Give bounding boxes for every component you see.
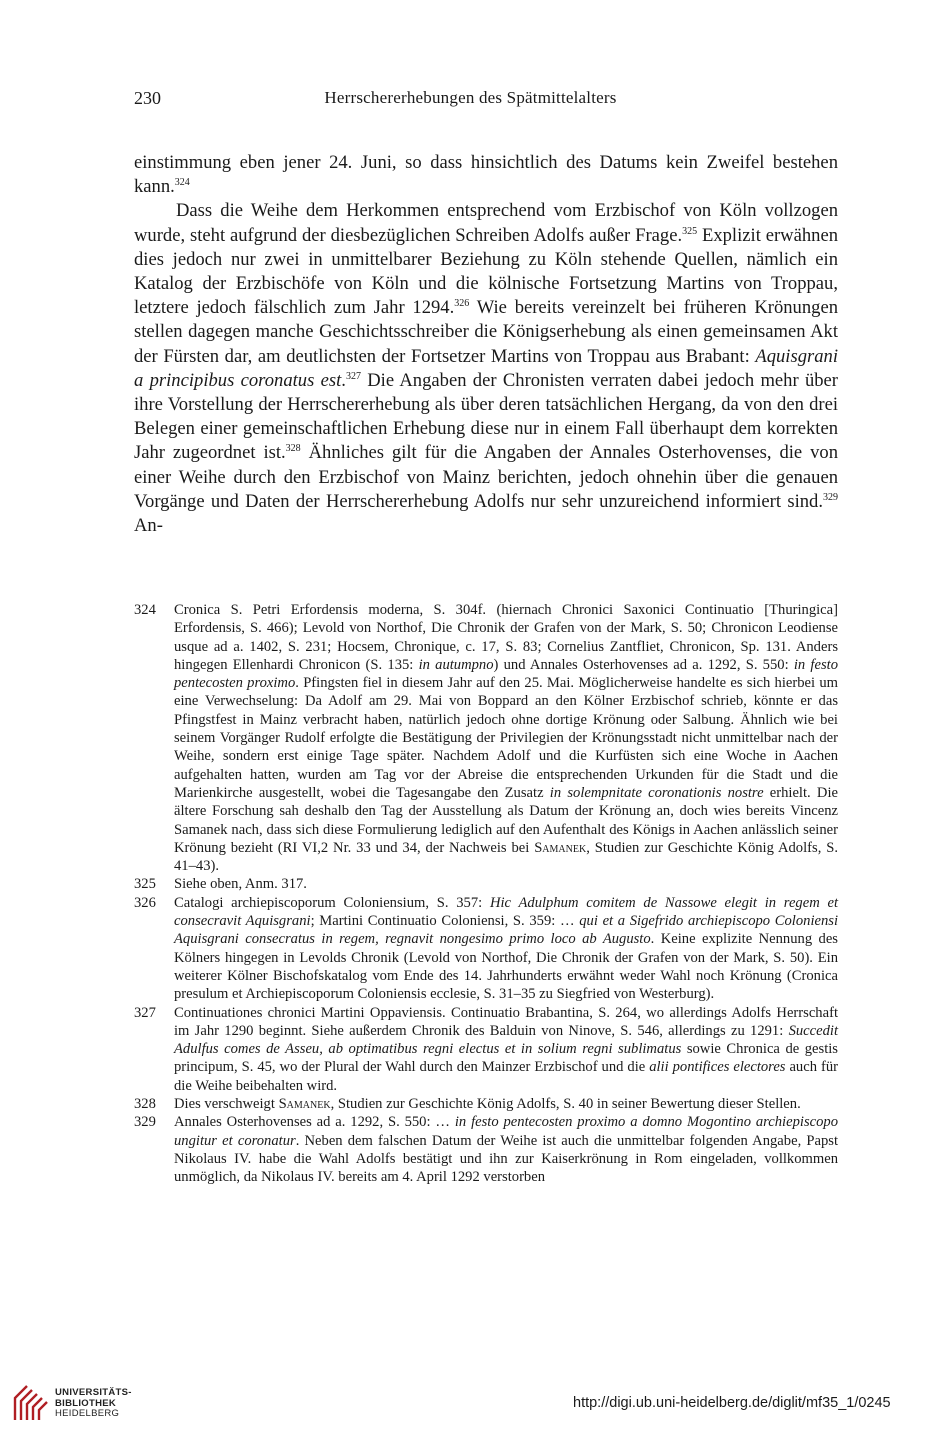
library-name [55, 1388, 132, 1420]
main-text [134, 151, 838, 538]
paragraph-text: . [341, 369, 346, 391]
footnote-ref[interactable]: 325 [682, 225, 698, 237]
footnote-number: 324 [134, 602, 156, 618]
logo-line: HEIDELBERG [55, 1408, 120, 1419]
paragraph-text: An- [134, 515, 163, 537]
latin-quote: Aquisgrani a principibus coronatus est [134, 345, 838, 391]
footnote-italic: in festo pentecosten proximo a domno Mogontino archiepiscopo ungitur et coronatur [174, 1114, 838, 1149]
footnote-326 [134, 894, 838, 1004]
footnote-text: sowie Chronica de gestis principum, S. 45, wo der Plural der Wahl durch den Mainzer Erzbischof und die [174, 1041, 838, 1076]
running-title: Herrschererhebungen des Spätmittelalters [324, 88, 617, 107]
footnote-327 [134, 1004, 838, 1095]
paragraph-text: einstimmung eben jener 24. Juni, so dass hinsichtlich des Datums kein Zweifel bestehen kann. [134, 152, 838, 198]
footnote-italic: in festo pentecosten proximo [174, 656, 838, 692]
footnote-text: Continuationes chronici Martini Oppaviensis. Continuatio Brabantina, S. 264, wo allerdings Adolfs Herrschaft im Jahr 1290 beginnt. Siehe außerdem Chronik des Balduin von Ninove, S. 546, allerdings zu 1291: [174, 1004, 838, 1039]
author-smallcaps: Samanek [278, 1096, 331, 1113]
footnote-number: 329 [134, 1114, 156, 1131]
paragraph-text: Ähnliches gilt für die Angaben der Annales Osterhovenses, die von einer Weihe durch den Erzbischof von Mainz berichten, jedoch ohnehin über die genauen Vorgänge und Daten der Herrschererhebung Adolfs nur sehr unzureichend informiert sind. [134, 442, 838, 512]
footnote-ref[interactable]: 326 [454, 298, 470, 310]
library-logo[interactable] [12, 1380, 132, 1428]
paragraph-2 [134, 199, 838, 538]
footnote-italic: qui et a Sigefrido archiepiscopo Coloniensi Aquisgrani consecratus in regem, regnavit nongesimo primo loco ab Augusto [174, 913, 839, 948]
footnote-329 [134, 1113, 838, 1186]
paragraph-text: Explizit erwähnen dies jedoch nur zwei in unmittelbarer Beziehung zu Köln stehende Quellen, nämlich ein Katalog der Erzbischöfe von Köln und die kölnische Fortsetzung Martins von Troppau, letztere jedoch fälschlich zum Jahr 1294. [134, 224, 838, 319]
footnote-text: Catalogi archiepiscoporum Coloniensium, S. 357: [174, 894, 490, 911]
footnote-ref[interactable]: 327 [345, 370, 361, 382]
footnote-text: Cronica S. Petri Erfordensis moderna, S. 304f. (hiernach Chronici Saxonici Continuatio [Thuringica] Erfordensis, S. 466); Levold von Northof, Die Chronik der Grafen von der Mark, S. 50; Chronicon Leodiense usque ad a. 1402, S. 231; Hocsem, Chronique, c. 17, S. 83; Cornelius Zantfliet, Chronicon, Sp. 131. Anders hingegen Ellenhardi Chronicon (S. 135: [174, 602, 838, 673]
footnote-328 [134, 1095, 838, 1113]
library-emblem-icon [12, 1380, 50, 1424]
footnote-text: Siehe oben, Anm. 317. [174, 876, 307, 893]
source-url[interactable]: http://digi.ub.uni-heidelberg.de/diglit/mf35_1/0245 [573, 1395, 891, 1411]
footnote-text: auch für die Weihe beibehalten wird. [174, 1059, 838, 1094]
footnote-number: 326 [134, 894, 156, 911]
footnote-ref[interactable]: 324 [174, 177, 190, 189]
paragraph-text: Die Angaben der Chronisten verraten dabei jedoch mehr über ihre Vorstellung der Herrschererhebung als über deren tatsächlichen Hergang, da von den drei Belegen einer gemeinschaftlichen Erhebung diese nur in einem Fall überhaupt dem korrekten Jahr zugeordnet ist. [134, 369, 838, 464]
footnote-italic: in autumpno [418, 656, 494, 673]
footnotes [134, 601, 838, 1187]
footnote-italic: Hic Adulphum comitem de Nassowe elegit in regem et consecravit Aquisgrani [174, 894, 839, 930]
logo-line: BIBLIOTHEK [55, 1397, 117, 1409]
footnote-number: 328 [134, 1096, 156, 1113]
paragraph-text: Dass die Weihe dem Herkommen entsprechend vom Erzbischof von Köln vollzogen wurde, steht aufgrund der diesbezüglichen Schreiben Adolfs außer Frage. [134, 200, 838, 246]
page-number: 230 [134, 88, 161, 108]
footnote-text: ; Martini Continuatio Coloniensi, S. 359: … [310, 913, 580, 930]
footnote-number: 325 [134, 876, 156, 893]
footnote-text: erhielt. Die ältere Forschung sah deshalb den Tag der Ausstellung als Datum der Krönung an, doch wies bereits Vincenz Samanek nach, dass sich diese Formulierung lediglich auf den Aufenthalt des Königs in Aachen anlässlich seiner Krönung bezieht (RI VI,2 Nr. 33 und 34, der Nachweis bei [174, 784, 838, 856]
footnote-ref[interactable]: 328 [285, 443, 301, 455]
footnote-324 [134, 601, 838, 875]
footnote-text: Annales Osterhovenses ad a. 1292, S. 550: … [174, 1114, 455, 1131]
paragraph-1 [134, 151, 838, 199]
footnote-text: Dies verschweigt [174, 1096, 279, 1113]
footnote-text: , Studien zur Geschichte König Adolfs, S. 41–43). [174, 839, 838, 875]
footnote-text: ) und Annales Osterhovenses ad a. 1292, S. 550: [493, 656, 794, 673]
footnote-italic: Succedit Adulfus comes de Asseu, ab optimatibus regni electus et in solium regni sublimatus [174, 1022, 838, 1058]
author-smallcaps: Samanek [534, 839, 587, 856]
footnote-italic: in solempnitate coronationis nostre [549, 784, 764, 801]
footnote-text: . Pfingsten fiel in diesem Jahr auf den 25. Mai. Möglicherweise handelte es sich hierbei um eine Verwechselung: Da Adolf am 29. Mai von Boppard an den Kölner Erzbischof schrieb, könnte er das Pfingstfest in Mainz verbracht haben, natürlich jedoch ohne dortige Krönung oder Salbung. Ähnlich wie bei seinem Vorgänger Rudolf erfolgte die Bestätigung der Privilegien der Krönungsstadt nicht unmittelbar nach der Weihe, sondern erst einige Tage später. Nachdem Adolf und die Kurfüsten sich eine Woche in Aachen aufgehalten hatten, wurden am Tag vor der Abreise die entsprechenden Urkunden für die Stadt und die Marienkirche ausgestellt, wobei die Tagesangabe den Zusatz [174, 675, 838, 801]
footnote-text: . Neben dem falschen Datum der Weihe ist auch die unmittelbar folgenden Angabe, Papst Nikolaus IV. habe die Wahl Adolfs bestätigt und ihn zur Kaiserkrönung in Rom eingeladen, vollkommen unmöglich, da Nikolaus IV. bereits am 4. April 1292 verstorben [174, 1132, 839, 1186]
footnote-number: 327 [134, 1004, 156, 1021]
logo-line: UNIVERSITÄTS- [55, 1387, 132, 1398]
paragraph-text: Wie bereits vereinzelt bei früheren Krönungen stellen dagegen manche Geschichtsschreiber die Königserhebung als einen gemeinsamen Akt der Fürsten dar, am deutlichsten der Fortsetzer Martins von Troppau aus Brabant: [134, 297, 838, 367]
footnote-text: , Studien zur Geschichte König Adolfs, S. 40 in seiner Bewertung dieser Stellen. [330, 1096, 801, 1113]
footnote-italic: alii pontifices electores [649, 1059, 786, 1076]
footnote-text: . Keine explizite Nennung des Kölners hingegen in Levolds Chronik (Levold von Northof, Die Chronik der Grafen von der Mark, S. 50). Ein weiterer Kölner Bischofskatalog vom Ende des 14. Jahrhunderts erwähnt weder Wahl noch Krönung (Cronica presulum et Archiepiscoporum Coloniensis ecclesie, S. 31–35 zu Siegfried von Westerburg). [174, 931, 838, 1003]
footnote-ref[interactable]: 329 [823, 491, 838, 503]
footnote-325 [134, 875, 838, 893]
